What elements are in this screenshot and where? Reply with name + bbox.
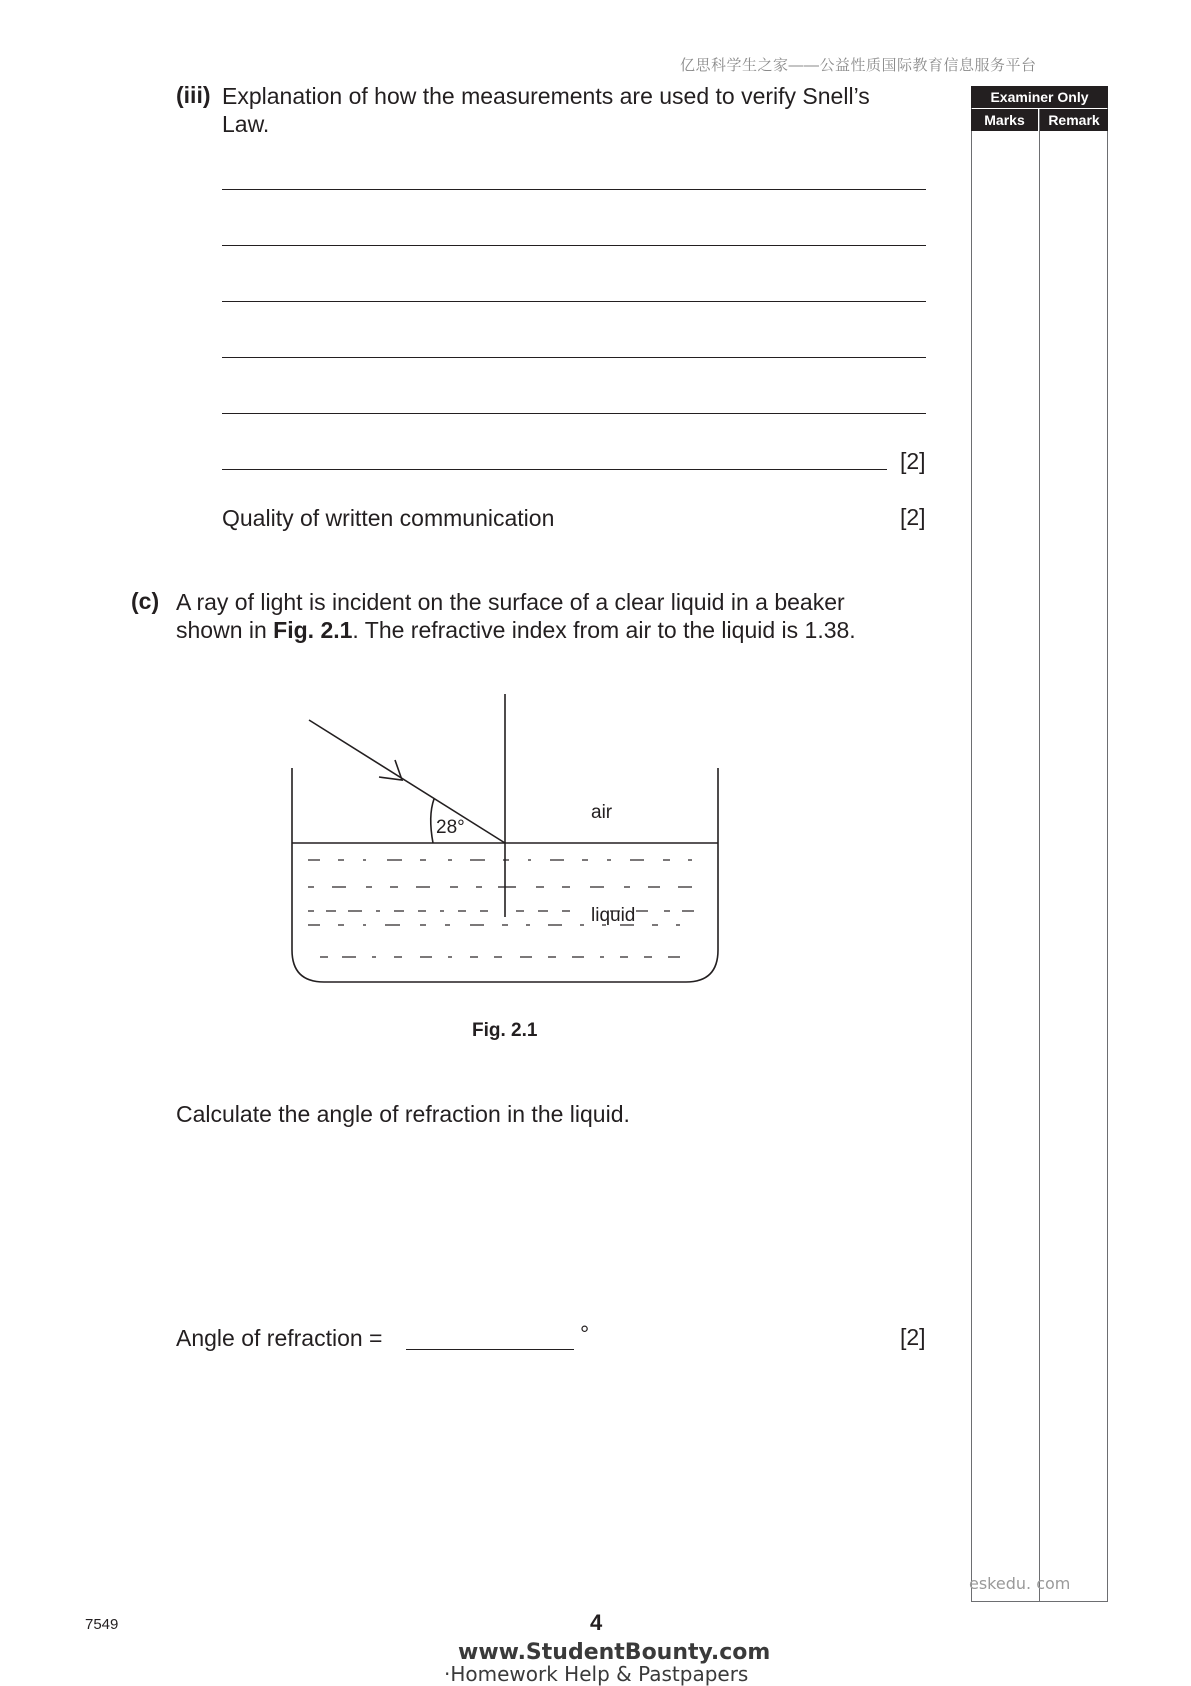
figure-caption: Fig. 2.1 <box>472 1020 538 1041</box>
part-c-question-line1: A ray of light is incident on the surface of a clear liquid in a beaker <box>176 589 845 615</box>
liquid-dashes <box>308 860 694 957</box>
part-iii-question-line1: Explanation of how the measurements are used to verify Snell’s <box>222 83 870 109</box>
paper-code: 7549 <box>85 1616 119 1633</box>
part-iii-mark: [2] <box>900 448 926 474</box>
answer-line[interactable] <box>222 189 926 190</box>
remark-column-header: Remark <box>1040 109 1108 131</box>
beaker-diagram <box>280 685 740 985</box>
part-iii-label: (iii) <box>176 82 211 108</box>
part-c-mark: [2] <box>900 1324 926 1350</box>
answer-label: Angle of refraction = <box>176 1325 383 1351</box>
qwc-mark: [2] <box>900 504 926 530</box>
liquid-label: liquid <box>591 905 636 926</box>
studentbounty-logo-url[interactable]: www.StudentBounty.com <box>458 1640 771 1665</box>
examiner-only-header: Examiner Only <box>971 86 1108 108</box>
angle-answer-field[interactable] <box>406 1349 574 1350</box>
figure-reference: Fig. 2.1 <box>273 617 353 643</box>
answer-line[interactable] <box>222 413 926 414</box>
angle-arc <box>431 799 434 843</box>
studentbounty-logo-tagline: ·Homework Help & Pastpapers <box>444 1662 749 1686</box>
marks-column-header: Marks <box>971 109 1038 131</box>
degree-unit: ° <box>580 1321 590 1347</box>
part-c-question-line2: shown in Fig. 2.1. The refractive index from air to the liquid is 1.38. <box>176 617 856 643</box>
calculation-instruction: Calculate the angle of refraction in the liquid. <box>176 1101 630 1127</box>
watermark-text: eskedu. com <box>969 1574 1071 1593</box>
incident-ray <box>309 720 505 843</box>
answer-line[interactable] <box>222 245 926 246</box>
answer-line[interactable] <box>222 301 926 302</box>
answer-line[interactable] <box>222 469 887 470</box>
angle-label: 28° <box>436 817 465 838</box>
part-iii-question-line2: Law. <box>222 111 270 137</box>
examiner-column-divider <box>1039 109 1040 1602</box>
site-header-text: 亿思科学生之家——公益性质国际教育信息服务平台 <box>680 57 1037 74</box>
air-label: air <box>591 802 613 823</box>
answer-line[interactable] <box>222 357 926 358</box>
qwc-label: Quality of written communication <box>222 505 555 531</box>
page-number: 4 <box>590 1610 603 1635</box>
part-c-label: (c) <box>131 588 160 614</box>
